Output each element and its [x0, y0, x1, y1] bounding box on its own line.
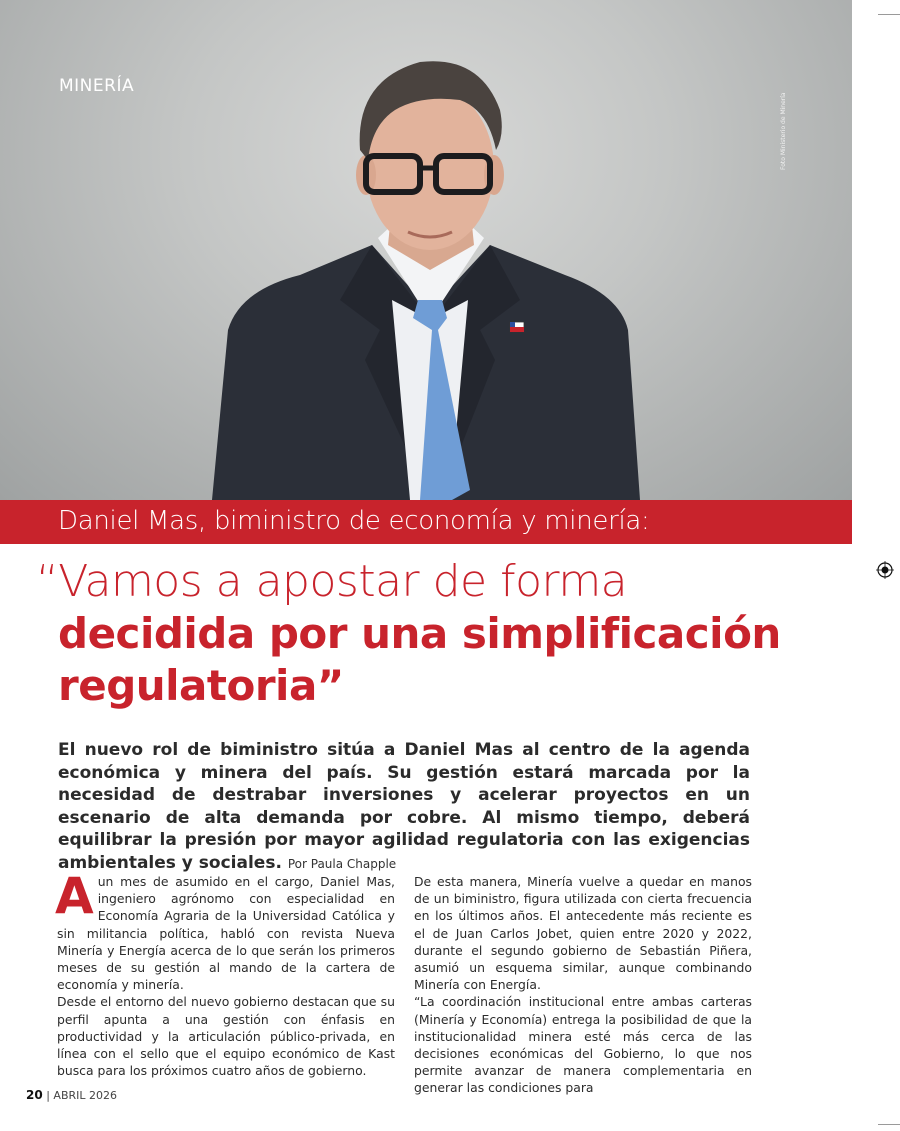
lead-paragraph: [58, 739, 750, 875]
headline-line-2: decidida por una simplificación: [58, 609, 781, 658]
section-label: MINERÍA: [59, 76, 135, 96]
registration-mark-icon: [876, 561, 894, 579]
issue-date: ABRIL 2026: [53, 1089, 117, 1102]
headline: [36, 556, 836, 712]
body-paragraph: Desde el entorno del nuevo gobierno destacan que su perfil apunta a una gestión con énfasis en productividad y la articulación público-privada, en línea con el sello que el equipo económico de Kast busca para los próximos cuatro años de gobierno.: [57, 994, 395, 1079]
trim-mark: [878, 1124, 900, 1125]
photo-credit: Foto Ministerio de Minería: [780, 92, 787, 170]
page-footer: [26, 1088, 117, 1102]
body-column-2: [414, 873, 752, 1097]
headline-line-3: regulatoria”: [58, 661, 344, 710]
body-paragraph: De esta manera, Minería vuelve a quedar en manos de un biministro, figura utilizada con cierta frecuencia en los últimos años. El antecedente más reciente es el de Juan Carlos Jobet, quien entre 2020 y 2022, durante el segundo gobierno de Sebastián Piñera, asumió un esquema similar, aunque combinando Minería con Energía.: [414, 874, 752, 993]
body-paragraph: “La coordinación institucional entre ambas carteras (Minería y Economía) entrega la posibilidad de que la institucionalidad minera esté más cerca de las decisiones económicas del Gobierno, lo que nos permite avanzar de manera complementaria en generar las condiciones para: [414, 994, 752, 1096]
portrait-illustration: [0, 0, 852, 500]
kicker-band: [0, 500, 852, 544]
byline: Por Paula Chapple: [287, 856, 397, 871]
body-column-1: [55, 867, 395, 1079]
drop-cap: A: [55, 867, 94, 925]
paragraph-text: un mes de asumido en el cargo, Daniel Mas, ingeniero agrónomo con especialidad en Economía Agraria de la Universidad Católica y sin militancia política, habló con revista Nueva Minería y Energía acerca de lo que serán los primeros meses de su gestión al mando de la cartera de economía y minería.: [57, 874, 395, 993]
trim-mark: [878, 14, 900, 15]
portrait-photo: [0, 0, 852, 500]
headline-line-1: “Vamos a apostar de forma: [36, 556, 628, 607]
body-paragraph: [55, 867, 395, 993]
page-number: 20: [26, 1088, 43, 1102]
lead-text: El nuevo rol de biministro sitúa a Daniel Mas al centro de la agenda económica y minera del país. Su gestión estará marcada por la necesidad de destrabar inversiones y acelerar proyectos en un escenario de alta demanda por cobre. Al mismo tiempo, deberá equilibrar la presión por mayor agilidad regulatoria con las exigencias ambientales y sociales.: [58, 740, 750, 873]
kicker-text: Daniel Mas, biministro de economía y minería:: [58, 506, 650, 536]
folio-separator: |: [46, 1089, 50, 1102]
